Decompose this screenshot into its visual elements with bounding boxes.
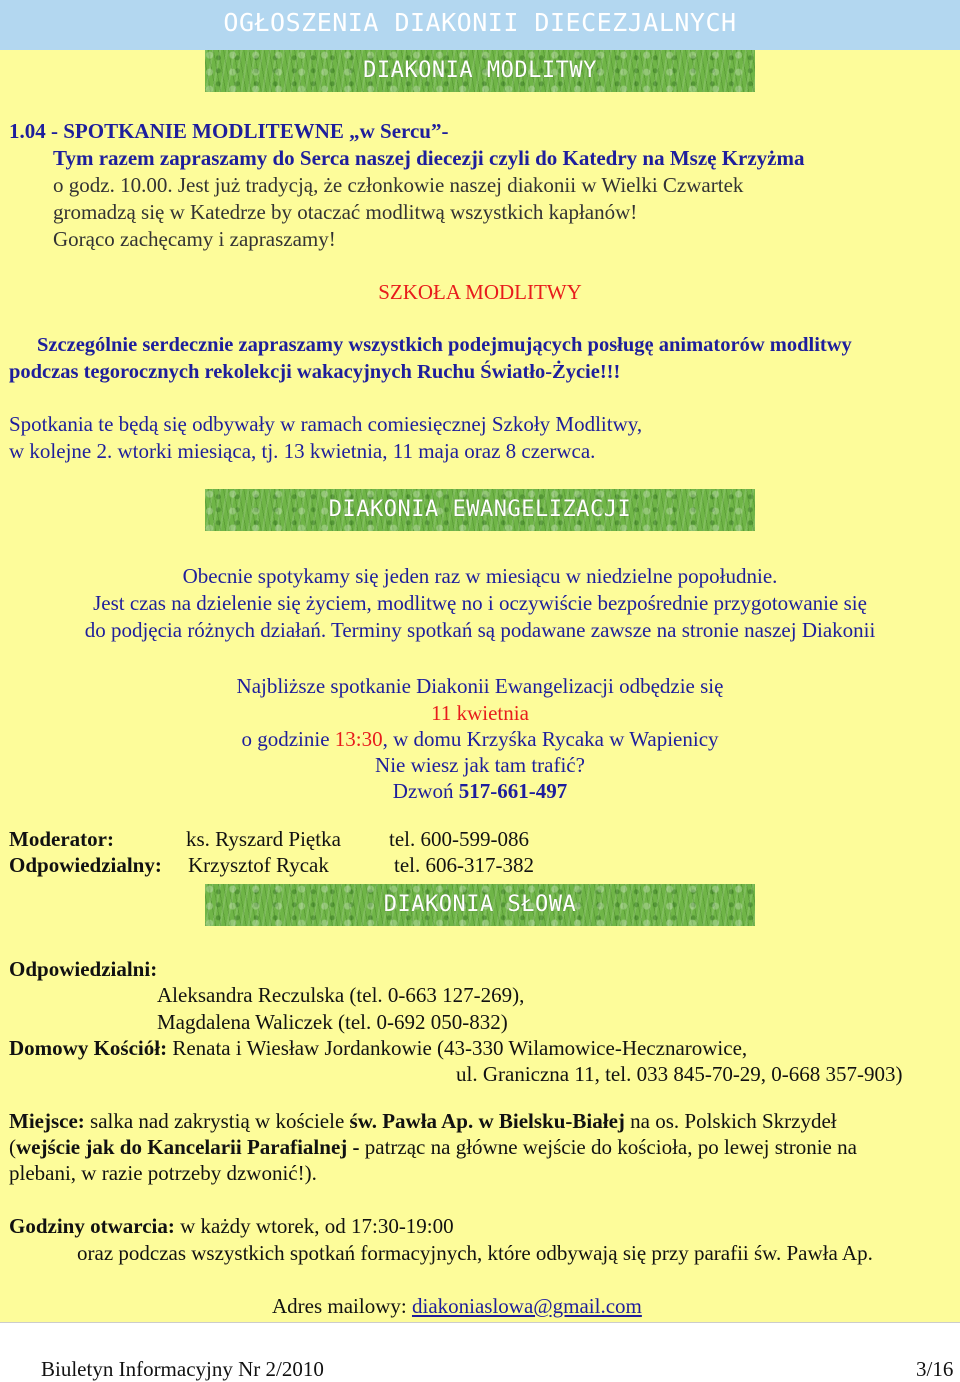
moderator-label: Moderator:	[9, 827, 114, 851]
body-line: Gorąco zachęcamy i zapraszamy!	[53, 227, 336, 251]
invite-text: Tym razem zapraszamy do Serca naszej diecezji czyli do Katedry na Mszę Krzyżma	[53, 146, 805, 170]
responsible-phone: tel. 606-317-382	[394, 853, 534, 877]
home-church-address: ul. Graniczna 11, tel. 033 845-70-29, 0-668 357-903)	[456, 1062, 903, 1086]
body-line: o godz. 10.00. Jest już tradycją, że członkowie naszej diakonii w Wielki Czwartek	[53, 173, 744, 197]
section-banner-modlitwy	[205, 50, 755, 92]
phone-number: 517-661-497	[458, 779, 568, 803]
title-bar	[0, 0, 960, 50]
meeting-text: w kolejne 2. wtorki miesiąca, tj. 13 kwietnia, 11 maja oraz 8 czerwca.	[9, 439, 596, 463]
school-heading: SZKOŁA MODLITWY	[378, 280, 582, 304]
moderator-phone: tel. 600-599-086	[389, 827, 529, 851]
call-line: Dzwoń 517-661-497	[392, 779, 568, 803]
section-banner-label: DIAKONIA SŁOWA	[383, 892, 577, 917]
body-line: gromadzą się w Katedrze by otaczać modlitwą wszystkich kapłanów!	[53, 200, 638, 224]
responsible-label: Odpowiedzialny:	[9, 853, 162, 877]
section-banner-label: DIAKONIA MODLITWY	[363, 58, 597, 83]
section-banner-ewangelizacji	[205, 489, 755, 531]
item-title: 1.04 - SPOTKANIE MODLITEWNE „w Sercu”-	[9, 119, 449, 143]
meeting-text: Spotkania te będą się odbywały w ramach comiesięcznej Szkoły Modlitwy,	[9, 412, 643, 436]
next-meeting-time: o godzinie 13:30, w domu Krzyśka Rycaka w Wapienicy	[241, 727, 719, 751]
next-meeting-date: 11 kwietnia	[431, 701, 529, 725]
body-line: Obecnie spotykamy się jeden raz w miesiącu w niedzielne popołudnie.	[182, 564, 778, 588]
responsible-person: Magdalena Waliczek (tel. 0-692 050-832)	[157, 1010, 508, 1034]
responsibles-label: Odpowiedzialni:	[9, 957, 158, 981]
footer-divider	[0, 1322, 960, 1323]
page-title: OGŁOSZENIA DIAKONII DIECEZJALNYCH	[223, 8, 737, 37]
hours-line: Godziny otwarcia: w każdy wtorek, od 17:30-19:00	[9, 1214, 454, 1238]
school-text: Szczególnie serdecznie zapraszamy wszystkich podejmujących posługę animatorów modlitwy	[37, 334, 852, 356]
responsible-person: Aleksandra Reczulska (tel. 0-663 127-269),	[157, 983, 525, 1007]
entrance-line: plebani, w razie potrzeby dzwonić!).	[9, 1161, 317, 1185]
directions-question: Nie wiesz jak tam trafić?	[375, 753, 585, 777]
section-banner-label: DIAKONIA EWANGELIZACJI	[328, 497, 632, 522]
email-link[interactable]: diakoniaslowa@gmail.com	[411, 1294, 642, 1318]
school-text: podczas tegorocznych rekolekcji wakacyjnych Ruchu Światło-Życie!!!	[9, 361, 621, 383]
next-meeting-line: Najbliższe spotkanie Diakonii Ewangelizacji odbędzie się	[236, 674, 724, 698]
entrance-line: (wejście jak do Kancelarii Parafialnej - patrząc na główne wejście do kościoła, po lewej stronie na	[9, 1135, 857, 1159]
responsible-name: Krzysztof Rycak	[188, 853, 329, 877]
hours-line: oraz podczas wszystkich spotkań formacyjnych, które odbywają się przy parafii św. Pawła Ap.	[77, 1241, 873, 1265]
moderator-name: ks. Ryszard Piętka	[186, 827, 341, 851]
body-line: do podjęcia różnych działań. Terminy spotkań są podawane zawsze na stronie naszej Diakonii	[84, 618, 876, 642]
body-line: Jest czas na dzielenie się życiem, modlitwę no i oczywiście bezpośrednie przygotowanie się	[93, 591, 867, 615]
home-church-line: Domowy Kościół: Renata i Wiesław Jordankowie (43-330 Wilamowice-Hecznarowice,	[9, 1036, 748, 1060]
place-line: Miejsce: salka nad zakrystią w kościele św. Pawła Ap. w Bielsku-Białej na os. Polskich Skrzydeł	[9, 1109, 837, 1133]
section-banner-slowa	[205, 884, 755, 926]
footer-title: Biuletyn Informacyjny Nr 2/2010	[41, 1357, 324, 1381]
page-number: 3/16	[916, 1357, 954, 1381]
email-line: Adres mailowy: diakoniaslowa@gmail.com	[272, 1294, 642, 1318]
